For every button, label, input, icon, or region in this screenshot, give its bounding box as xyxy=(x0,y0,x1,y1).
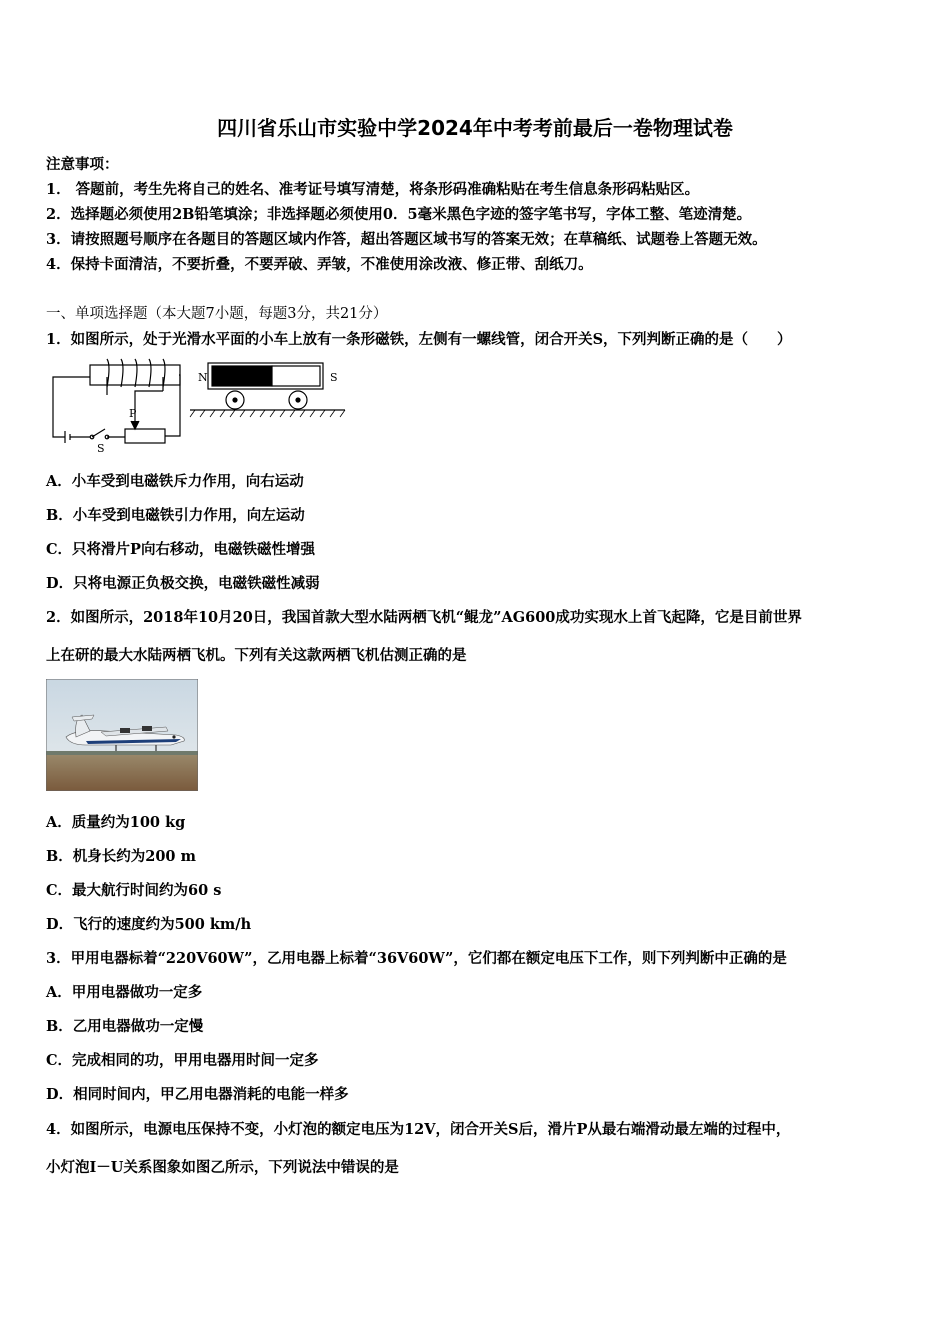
question-1-stem: 1．如图所示，处于光滑水平面的小车上放有一条形磁铁，左侧有一螺线管，闭合开关S，下列判断正确的是（ ） xyxy=(46,331,792,348)
magnet-n-label: N xyxy=(198,371,208,384)
notice-item: 3．请按照题号顺序在各题目的答题区域内作答，超出答题区域书写的答案无效；在草稿纸、试题卷上答题无效。 xyxy=(46,231,767,248)
question-1-option-b: B．小车受到电磁铁引力作用，向左运动 xyxy=(46,507,305,524)
magnet-n-half xyxy=(212,366,272,386)
question-2-stem-line1: 2．如图所示，2018年10月20日，我国首款大型水陆两栖飞机“鲲龙”AG600成功实现水上首飞起降，它是目前世界 xyxy=(46,609,802,626)
wire-left xyxy=(53,377,90,437)
switch-label: S xyxy=(97,442,105,455)
section-heading: 一、单项选择题（本大题7小题，每题3分，共21分） xyxy=(46,306,388,322)
slider-label: P xyxy=(129,407,137,420)
magnet-s-half xyxy=(272,366,320,386)
question-3-option-a: A．甲用电器做功一定多 xyxy=(46,984,203,1001)
slider-arrow xyxy=(131,421,139,429)
magnet-s-label: S xyxy=(330,371,338,384)
question-1-option-d: D．只将电源正负极交换，电磁铁磁性减弱 xyxy=(46,575,320,592)
question-1-figure xyxy=(45,355,350,455)
switch-blade xyxy=(92,429,105,437)
question-2-stem-line2: 上在研的最大水陆两栖飞机。下列有关这款两栖飞机估测正确的是 xyxy=(46,647,467,664)
question-3-option-c: C．完成相同的功，甲用电器用时间一定多 xyxy=(46,1052,319,1069)
question-3-option-d: D．相同时间内，甲乙用电器消耗的电能一样多 xyxy=(46,1086,349,1103)
solenoid-core xyxy=(90,365,180,385)
question-1-option-a: A．小车受到电磁铁斥力作用，向右运动 xyxy=(46,473,304,490)
rheostat xyxy=(125,429,165,443)
notice-item: 1． 答题前，考生先将自己的姓名、准考证号填写清楚，将条形码准确粘贴在考生信息条形码粘贴区。 xyxy=(46,181,700,198)
question-3-stem: 3．甲用电器标着“220V60W”，乙用电器上标着“36V60W”，它们都在额定电压下工作，则下列判断中正确的是 xyxy=(46,950,787,967)
question-3-option-b: B．乙用电器做功一定慢 xyxy=(46,1018,204,1035)
notice-item: 2．选择题必须使用2B铅笔填涂；非选择题必须使用0．5毫米黑色字迹的签字笔书写，字体工整、笔迹清楚。 xyxy=(46,206,752,223)
question-2-option-b: B．机身长约为200 m xyxy=(46,848,196,865)
notice-heading: 注意事项： xyxy=(46,156,119,173)
question-4-stem-line2: 小灯泡I－U关系图象如图乙所示，下列说法中错误的是 xyxy=(46,1159,399,1176)
question-1-option-c: C．只将滑片P向右移动，电磁铁磁性增强 xyxy=(46,541,315,558)
question-4-stem-line1: 4．如图所示，电源电压保持不变，小灯泡的额定电压为12V，闭合开关S后，滑片P从最右端滑动最左端的过程中， xyxy=(46,1121,791,1138)
question-2-option-d: D．飞行的速度约为500 km/h xyxy=(46,916,252,933)
question-2-option-c: C．最大航行时间约为60 s xyxy=(46,882,222,899)
amphibious-plane-photo xyxy=(46,679,198,791)
notice-item: 4．保持卡面清洁，不要折叠，不要弄破、弄皱，不准使用涂改液、修正带、刮纸刀。 xyxy=(46,256,593,273)
solenoid-coil xyxy=(107,359,165,387)
question-2-option-a: A．质量约为100 kg xyxy=(46,814,186,831)
page-title: 四川省乐山市实验中学2024年中考考前最后一卷物理试卷 xyxy=(217,116,733,140)
